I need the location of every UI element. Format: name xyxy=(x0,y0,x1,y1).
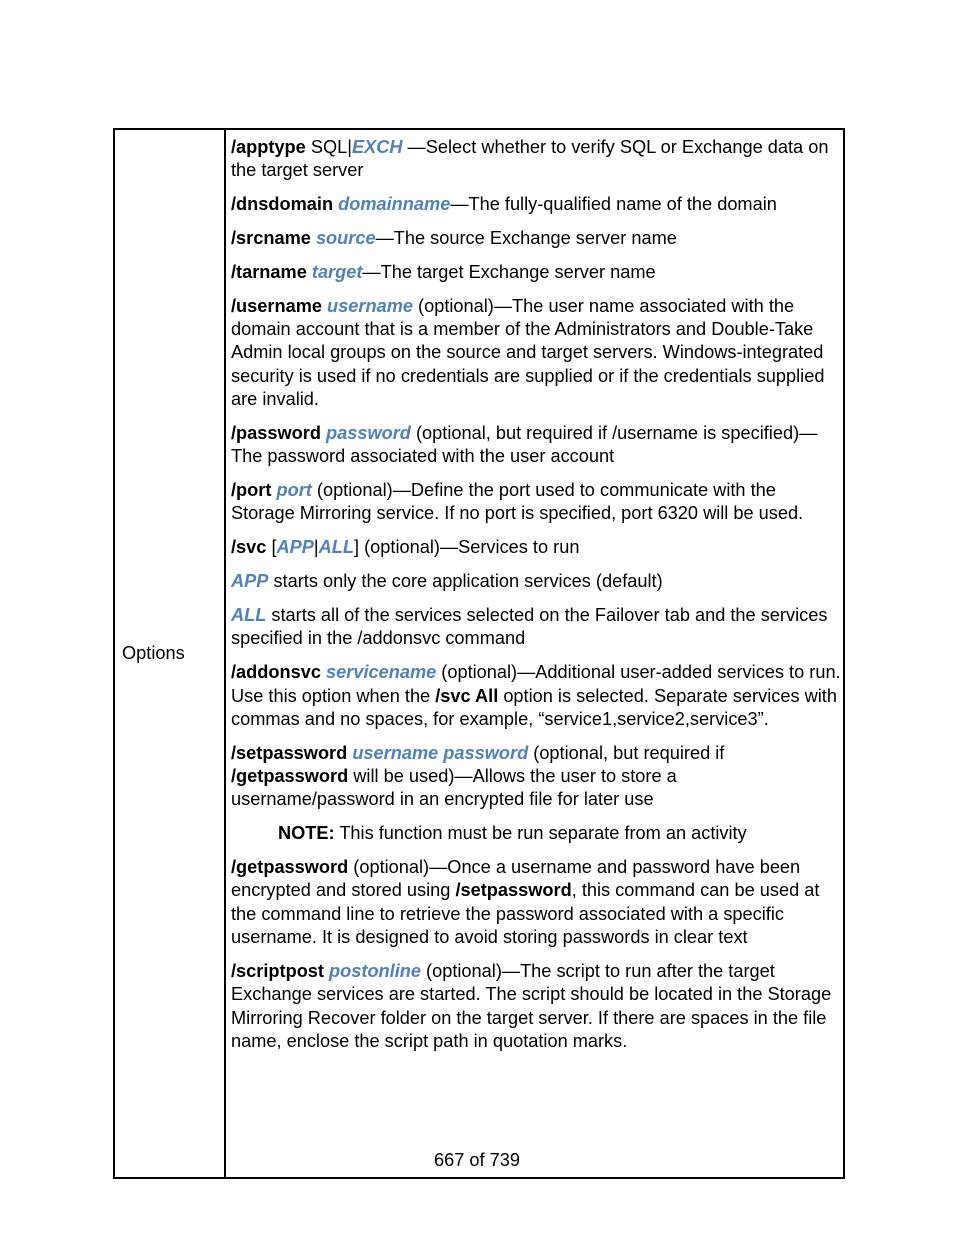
option-paragraph xyxy=(231,661,843,731)
option-variable: source xyxy=(315,228,376,249)
option-text: will be used)—Allows the user to store a username/password in an encrypted file for later use xyxy=(231,766,677,810)
option-paragraph xyxy=(231,136,843,183)
option-text: —The target Exchange server name xyxy=(362,261,656,282)
option-paragraph xyxy=(231,422,843,469)
option-variable: ALL xyxy=(231,605,267,626)
option-text: (optional)—Once a username and password have been encrypted and stored using xyxy=(231,857,801,901)
option-text: option is selected. Separate services with commas and no spaces, for example, “service1,service2,service3”. xyxy=(231,685,837,729)
option-paragraph xyxy=(231,742,843,812)
page-number: 667 of 739 xyxy=(434,1150,520,1170)
option-switch: /scriptpost xyxy=(231,960,324,981)
option-text: | xyxy=(313,537,319,558)
option-switch: /setpassword xyxy=(231,742,348,763)
option-text: (optional)—The script to run after the target Exchange services are started. The script should be located in the Storage Mirroring Recover folder on the target server. If there are spaces in the file name, enclose the script path in quotation marks. xyxy=(231,960,832,1051)
option-text: , this command can be used at the command line to retrieve the password associated with a specific username. It is designed to avoid storing passwords in clear text xyxy=(231,880,820,948)
option-paragraph xyxy=(231,227,843,250)
option-paragraph xyxy=(231,570,843,593)
option-paragraph xyxy=(231,536,843,559)
option-text: This function must be run separate from an activity xyxy=(334,823,747,844)
option-switch: /setpassword xyxy=(455,880,572,901)
option-text: SQL| xyxy=(305,137,352,157)
option-text: starts all of the services selected on the Failover tab and the services specified in the /addonsvc command xyxy=(231,605,828,649)
option-text: starts only the core application services (default) xyxy=(268,571,663,592)
option-variable: password xyxy=(326,422,411,443)
option-switch: /srcname xyxy=(231,228,311,249)
row-label: Options xyxy=(122,643,185,663)
option-paragraph xyxy=(231,193,843,216)
option-text: [ xyxy=(266,537,277,558)
option-variable: servicename xyxy=(326,662,437,683)
option-variable: APP xyxy=(276,537,314,558)
option-switch: /getpassword xyxy=(231,857,349,878)
option-variable: username password xyxy=(352,742,529,763)
option-switch: /port xyxy=(231,480,272,501)
option-paragraph xyxy=(231,960,843,1053)
option-text: (optional)—Additional user-added services to run. Use this option when the xyxy=(231,662,841,706)
column-divider xyxy=(224,130,226,1177)
note-paragraph xyxy=(231,822,843,845)
option-switch: NOTE: xyxy=(278,823,335,844)
option-variable: port xyxy=(276,480,312,501)
option-paragraph xyxy=(231,479,843,526)
option-variable: ALL xyxy=(318,537,355,558)
option-text: ] (optional)—Services to run xyxy=(354,537,580,558)
option-switch: /apptype xyxy=(231,137,306,157)
option-switch: /svc All xyxy=(435,685,499,706)
option-switch: /dnsdomain xyxy=(231,194,334,215)
option-variable: target xyxy=(311,261,363,282)
option-switch: /addonsvc xyxy=(231,662,321,683)
option-switch: /username xyxy=(231,295,322,316)
option-paragraph xyxy=(231,261,843,284)
options-description-cell xyxy=(231,136,843,1064)
option-text: —The source Exchange server name xyxy=(375,228,677,249)
option-switch: /svc xyxy=(231,537,267,558)
option-switch: /getpassword xyxy=(231,766,349,787)
option-switch: /tarname xyxy=(231,261,307,282)
option-paragraph xyxy=(231,604,843,651)
options-table xyxy=(113,128,845,1179)
option-text: (optional)—Define the port used to communicate with the Storage Mirroring service. If no port is specified, port 6320 will be used. xyxy=(231,480,804,524)
option-text: (optional)—The user name associated with the domain account that is a member of the Administrators and Double-Take Admin local groups on the source and target servers. Windows-integrated security is used if no credentials are supplied or if the credentials supplied are invalid. xyxy=(231,295,825,410)
option-paragraph xyxy=(231,856,843,949)
option-text: (optional, but required if xyxy=(528,742,725,763)
option-variable: postonline xyxy=(329,960,421,981)
option-variable: EXCH xyxy=(351,137,403,157)
option-variable: domainname xyxy=(338,194,451,215)
option-paragraph xyxy=(231,295,843,411)
option-text: —The fully-qualified name of the domain xyxy=(450,194,777,215)
option-variable: APP xyxy=(231,571,269,592)
option-text: —Select whether to verify SQL or Exchange data on the target server xyxy=(231,137,829,181)
option-switch: /password xyxy=(231,422,321,443)
option-text: (optional, but required if /username is specified)—The password associated with the user account xyxy=(231,422,818,467)
option-variable: username xyxy=(327,295,413,316)
